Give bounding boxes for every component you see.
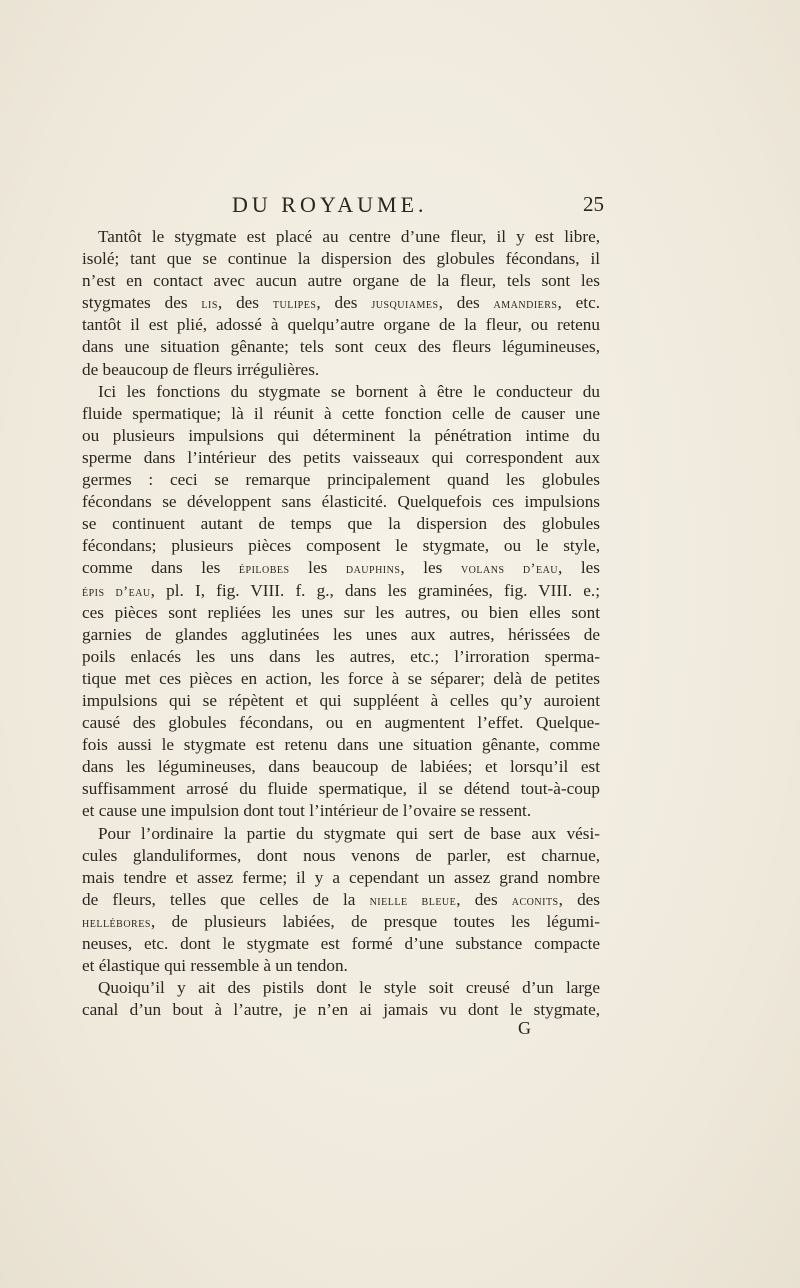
text-segment: , de plusieurs labiées, de presque toutes les légumi-	[150, 911, 600, 931]
text-line	[82, 602, 600, 624]
text-segment: de fleurs, telles que celles de la	[82, 889, 370, 909]
text-line	[82, 668, 600, 690]
text-line	[82, 867, 600, 889]
text-line	[82, 889, 600, 911]
text-segment: fécondans; plusieurs pièces composent le stygmate, ou le style,	[82, 536, 600, 556]
text-line	[82, 778, 600, 800]
text-line	[82, 226, 600, 248]
text-line	[82, 535, 600, 557]
text-line	[82, 425, 600, 447]
text-line	[82, 823, 600, 845]
page-number: 25	[583, 192, 604, 216]
text-line	[82, 513, 600, 535]
text-segment: , etc.	[557, 293, 600, 313]
text-segment: isolé; tant que se continue la dispersion des globules fécondans, il	[82, 249, 600, 269]
text-line	[82, 359, 600, 381]
text-segment: ou plusieurs impulsions qui déterminent la pénétration intime du	[82, 425, 600, 445]
text-segment: poils enlacés les uns dans les autres, etc.; l’irroration sperma-	[82, 646, 600, 666]
small-caps-term: volans d’eau	[460, 561, 559, 578]
text-segment: suffisamment arrosé du fluide spermatique, il se détend tout-à-coup	[82, 779, 600, 799]
text-segment: tique met ces pièces en action, les force à se séparer; delà de petites	[82, 668, 600, 688]
small-caps-term: dauphins	[345, 561, 401, 578]
text-segment: les	[289, 558, 346, 578]
text-line	[82, 646, 600, 668]
text-segment: garnies de glandes agglutinées les unes aux autres, hérissées de	[82, 624, 600, 644]
text-segment: dans une situation gênante; tels sont ceux des fleurs légumineuses,	[82, 337, 600, 357]
text-line	[82, 270, 600, 292]
text-segment: Tantôt le stygmate est placé au centre d’une fleur, il y est libre,	[98, 227, 600, 246]
text-segment: , des	[558, 889, 600, 909]
text-line	[82, 712, 600, 734]
text-segment: impulsions qui se répètent et qui suppléent à celles qu’y auroient	[82, 690, 600, 710]
small-caps-term: hellébores	[82, 914, 151, 931]
text-line	[82, 557, 600, 579]
text-segment: comme dans les	[82, 558, 239, 578]
text-line	[82, 690, 600, 712]
small-caps-term: épilobes	[238, 561, 290, 578]
text-segment: neuses, etc. dont le stygmate est formé d’une substance compacte	[82, 934, 600, 953]
text-line	[82, 580, 600, 602]
text-segment: et élastique qui ressemble à un tendon.	[82, 956, 348, 976]
signature-mark: G	[518, 1018, 531, 1038]
text-line	[82, 381, 600, 403]
body-text	[82, 226, 600, 1021]
text-line	[82, 800, 600, 822]
text-line	[82, 314, 600, 336]
text-segment: , des	[438, 293, 494, 313]
text-segment: , pl. I, fig. VIII. f. g., dans les graminées, fig. VIII. e.;	[150, 580, 600, 600]
page-header	[82, 192, 604, 222]
text-segment: fois aussi le stygmate est retenu dans une situation gênante, comme	[82, 735, 600, 755]
text-line	[82, 248, 600, 270]
small-caps-term: tulipes	[272, 296, 317, 313]
small-caps-term: nielle bleue	[369, 892, 457, 909]
text-segment: fécondans se développent sans élasticité. Quelquefois ces impulsions	[82, 492, 600, 512]
text-line	[82, 336, 600, 358]
text-segment: , les	[558, 558, 600, 578]
text-segment: Pour l’ordinaire la partie du stygmate qui sert de base aux vési-	[98, 823, 600, 843]
text-line	[82, 624, 600, 646]
small-caps-term: lis	[201, 296, 218, 313]
text-segment: , des	[456, 889, 512, 909]
text-segment: stygmates des	[82, 293, 202, 313]
text-segment: cules glanduliformes, dont nous venons de parler, est charnue,	[82, 845, 600, 865]
text-segment: , les	[400, 558, 461, 578]
text-segment: canal d’un bout à l’autre, je n’en ai jamais vu dont le stygmate,	[82, 1000, 600, 1020]
text-line	[82, 845, 600, 867]
text-segment: sperme dans l’intérieur des petits vaisseaux qui correspondent aux	[82, 447, 600, 467]
text-line	[82, 756, 600, 778]
text-segment: Quoiqu’il y ait des pistils dont le style soit creusé d’un large	[98, 978, 600, 998]
small-caps-term: épis d’eau	[82, 583, 151, 600]
text-segment: germes : ceci se remarque principalement quand les globules	[82, 470, 600, 490]
text-line	[82, 955, 600, 977]
text-line	[82, 447, 600, 469]
text-segment: , des	[217, 293, 273, 313]
text-line	[82, 491, 600, 513]
text-line	[82, 933, 600, 955]
text-segment: ces pièces sont repliées les unes sur les autres, ou bien elles sont	[82, 602, 600, 622]
text-segment: fluide spermatique; là il réunit à cette fonction celle de causer une	[82, 403, 600, 423]
text-segment: causé des globules fécondans, ou en augmentent l’effet. Quelque-	[82, 713, 600, 733]
text-segment: mais tendre et assez ferme; il y a cependant un assez grand nombre	[82, 867, 600, 887]
text-segment: tantôt il est plié, adossé à quelqu’autre organe de la fleur, ou retenu	[82, 315, 600, 335]
text-segment: , des	[316, 293, 372, 313]
text-line	[82, 911, 600, 933]
text-line	[82, 292, 600, 314]
text-segment: n’est en contact avec aucun autre organe de la fleur, tels sont les	[82, 271, 600, 291]
small-caps-term: amandiers	[493, 296, 558, 313]
text-line	[82, 977, 600, 999]
text-segment: Ici les fonctions du stygmate se bornent à être le conducteur du	[98, 381, 600, 401]
small-caps-term: jusquiames	[371, 296, 439, 313]
text-line	[82, 403, 600, 425]
running-head: DU ROYAUME.	[232, 192, 428, 217]
text-segment: dans les légumineuses, dans beaucoup de labiées; et lorsqu’il est	[82, 757, 600, 777]
small-caps-term: aconits	[511, 892, 559, 909]
text-line	[82, 734, 600, 756]
text-line	[82, 469, 600, 491]
text-segment: se continuent autant de temps que la dispersion des globules	[82, 514, 600, 534]
text-segment: et cause une impulsion dont tout l’intérieur de l’ovaire se ressent.	[82, 801, 532, 821]
text-segment: de beaucoup de fleurs irrégulières.	[82, 359, 320, 379]
